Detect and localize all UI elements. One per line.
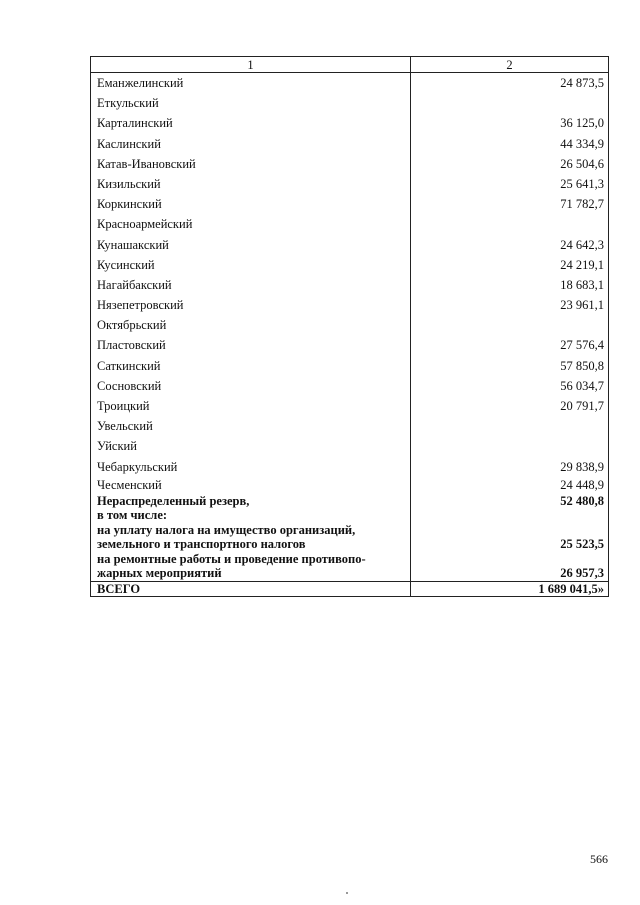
total-value: 1 689 041,5» — [411, 581, 609, 596]
table-row — [91, 113, 609, 133]
tax-value: 25 523,5 — [411, 523, 609, 552]
column-header-1: 1 — [91, 57, 411, 73]
table-row — [91, 275, 609, 295]
district-value: 23 961,1 — [411, 295, 609, 315]
district-value: 26 504,6 — [411, 154, 609, 174]
district-value: 36 125,0 — [411, 113, 609, 133]
district-value: 57 850,8 — [411, 356, 609, 376]
page-number: 566 — [590, 852, 608, 866]
district-value: 56 034,7 — [411, 376, 609, 396]
reserve-label-line-2: в том числе: — [97, 508, 168, 523]
district-name: Чебаркульский — [91, 457, 411, 477]
district-name: Саткинский — [91, 356, 411, 376]
district-value — [411, 315, 609, 335]
district-name: Октябрьский — [91, 315, 411, 335]
table-row — [91, 134, 609, 154]
reserve-value: 52 480,8 — [411, 494, 609, 523]
table-row — [91, 255, 609, 275]
reserve-label-line-1: Нераспределенный резерв, — [97, 493, 250, 508]
table-body — [91, 73, 609, 597]
reserve-row — [91, 494, 609, 523]
table-row — [91, 436, 609, 456]
district-name: Уйский — [91, 436, 411, 456]
district-value: 24 219,1 — [411, 255, 609, 275]
scan-speck — [346, 892, 348, 894]
district-name: Кунашакский — [91, 235, 411, 255]
table-row — [91, 154, 609, 174]
district-name: Красноармейский — [91, 214, 411, 234]
district-name: Чесменский — [91, 477, 411, 494]
column-header-2: 2 — [411, 57, 609, 73]
district-value: 25 641,3 — [411, 174, 609, 194]
table-row — [91, 295, 609, 315]
reserve-label — [91, 494, 411, 523]
table-row — [91, 477, 609, 494]
district-name: Карталинский — [91, 113, 411, 133]
district-name: Нязепетровский — [91, 295, 411, 315]
table-row — [91, 356, 609, 376]
tax-label-line-2: земельного и транспортного налогов — [97, 537, 306, 552]
total-label: ВСЕГО — [91, 581, 411, 596]
table-row — [91, 396, 609, 416]
repair-label — [91, 552, 411, 582]
table-row — [91, 416, 609, 436]
district-value — [411, 436, 609, 456]
district-value: 24 642,3 — [411, 235, 609, 255]
district-name: Каслинский — [91, 134, 411, 154]
district-value: 24 873,5 — [411, 73, 609, 94]
district-value: 18 683,1 — [411, 275, 609, 295]
table-row — [91, 457, 609, 477]
table-row — [91, 376, 609, 396]
table-row — [91, 93, 609, 113]
district-name: Еткульский — [91, 93, 411, 113]
district-value: 44 334,9 — [411, 134, 609, 154]
budget-table — [90, 56, 609, 597]
district-value: 20 791,7 — [411, 396, 609, 416]
district-value — [411, 214, 609, 234]
tax-label — [91, 523, 411, 552]
table-row — [91, 335, 609, 355]
district-name: Троицкий — [91, 396, 411, 416]
district-name: Еманжелинский — [91, 73, 411, 94]
repair-value: 26 957,3 — [411, 552, 609, 582]
district-name: Коркинский — [91, 194, 411, 214]
district-name: Пластовский — [91, 335, 411, 355]
district-name: Катав-Ивановский — [91, 154, 411, 174]
district-name: Кизильский — [91, 174, 411, 194]
district-name: Увельский — [91, 416, 411, 436]
repair-label-line-1: на ремонтные работы и проведение противопо- — [97, 551, 366, 566]
table-row — [91, 194, 609, 214]
table-row — [91, 73, 609, 94]
tax-row — [91, 523, 609, 552]
district-value: 24 448,9 — [411, 477, 609, 494]
repair-label-line-2: жарных мероприятий — [97, 566, 222, 581]
district-name: Нагайбакский — [91, 275, 411, 295]
district-value — [411, 93, 609, 113]
repair-row — [91, 552, 609, 582]
district-value — [411, 416, 609, 436]
table-row — [91, 315, 609, 335]
table-row — [91, 214, 609, 234]
district-value: 27 576,4 — [411, 335, 609, 355]
district-value: 71 782,7 — [411, 194, 609, 214]
district-value: 29 838,9 — [411, 457, 609, 477]
table-row — [91, 235, 609, 255]
table-row — [91, 174, 609, 194]
district-name: Кусинский — [91, 255, 411, 275]
tax-label-line-1: на уплату налога на имущество организаций, — [97, 522, 356, 537]
district-name: Сосновский — [91, 376, 411, 396]
total-row — [91, 581, 609, 596]
header-row — [91, 57, 609, 73]
